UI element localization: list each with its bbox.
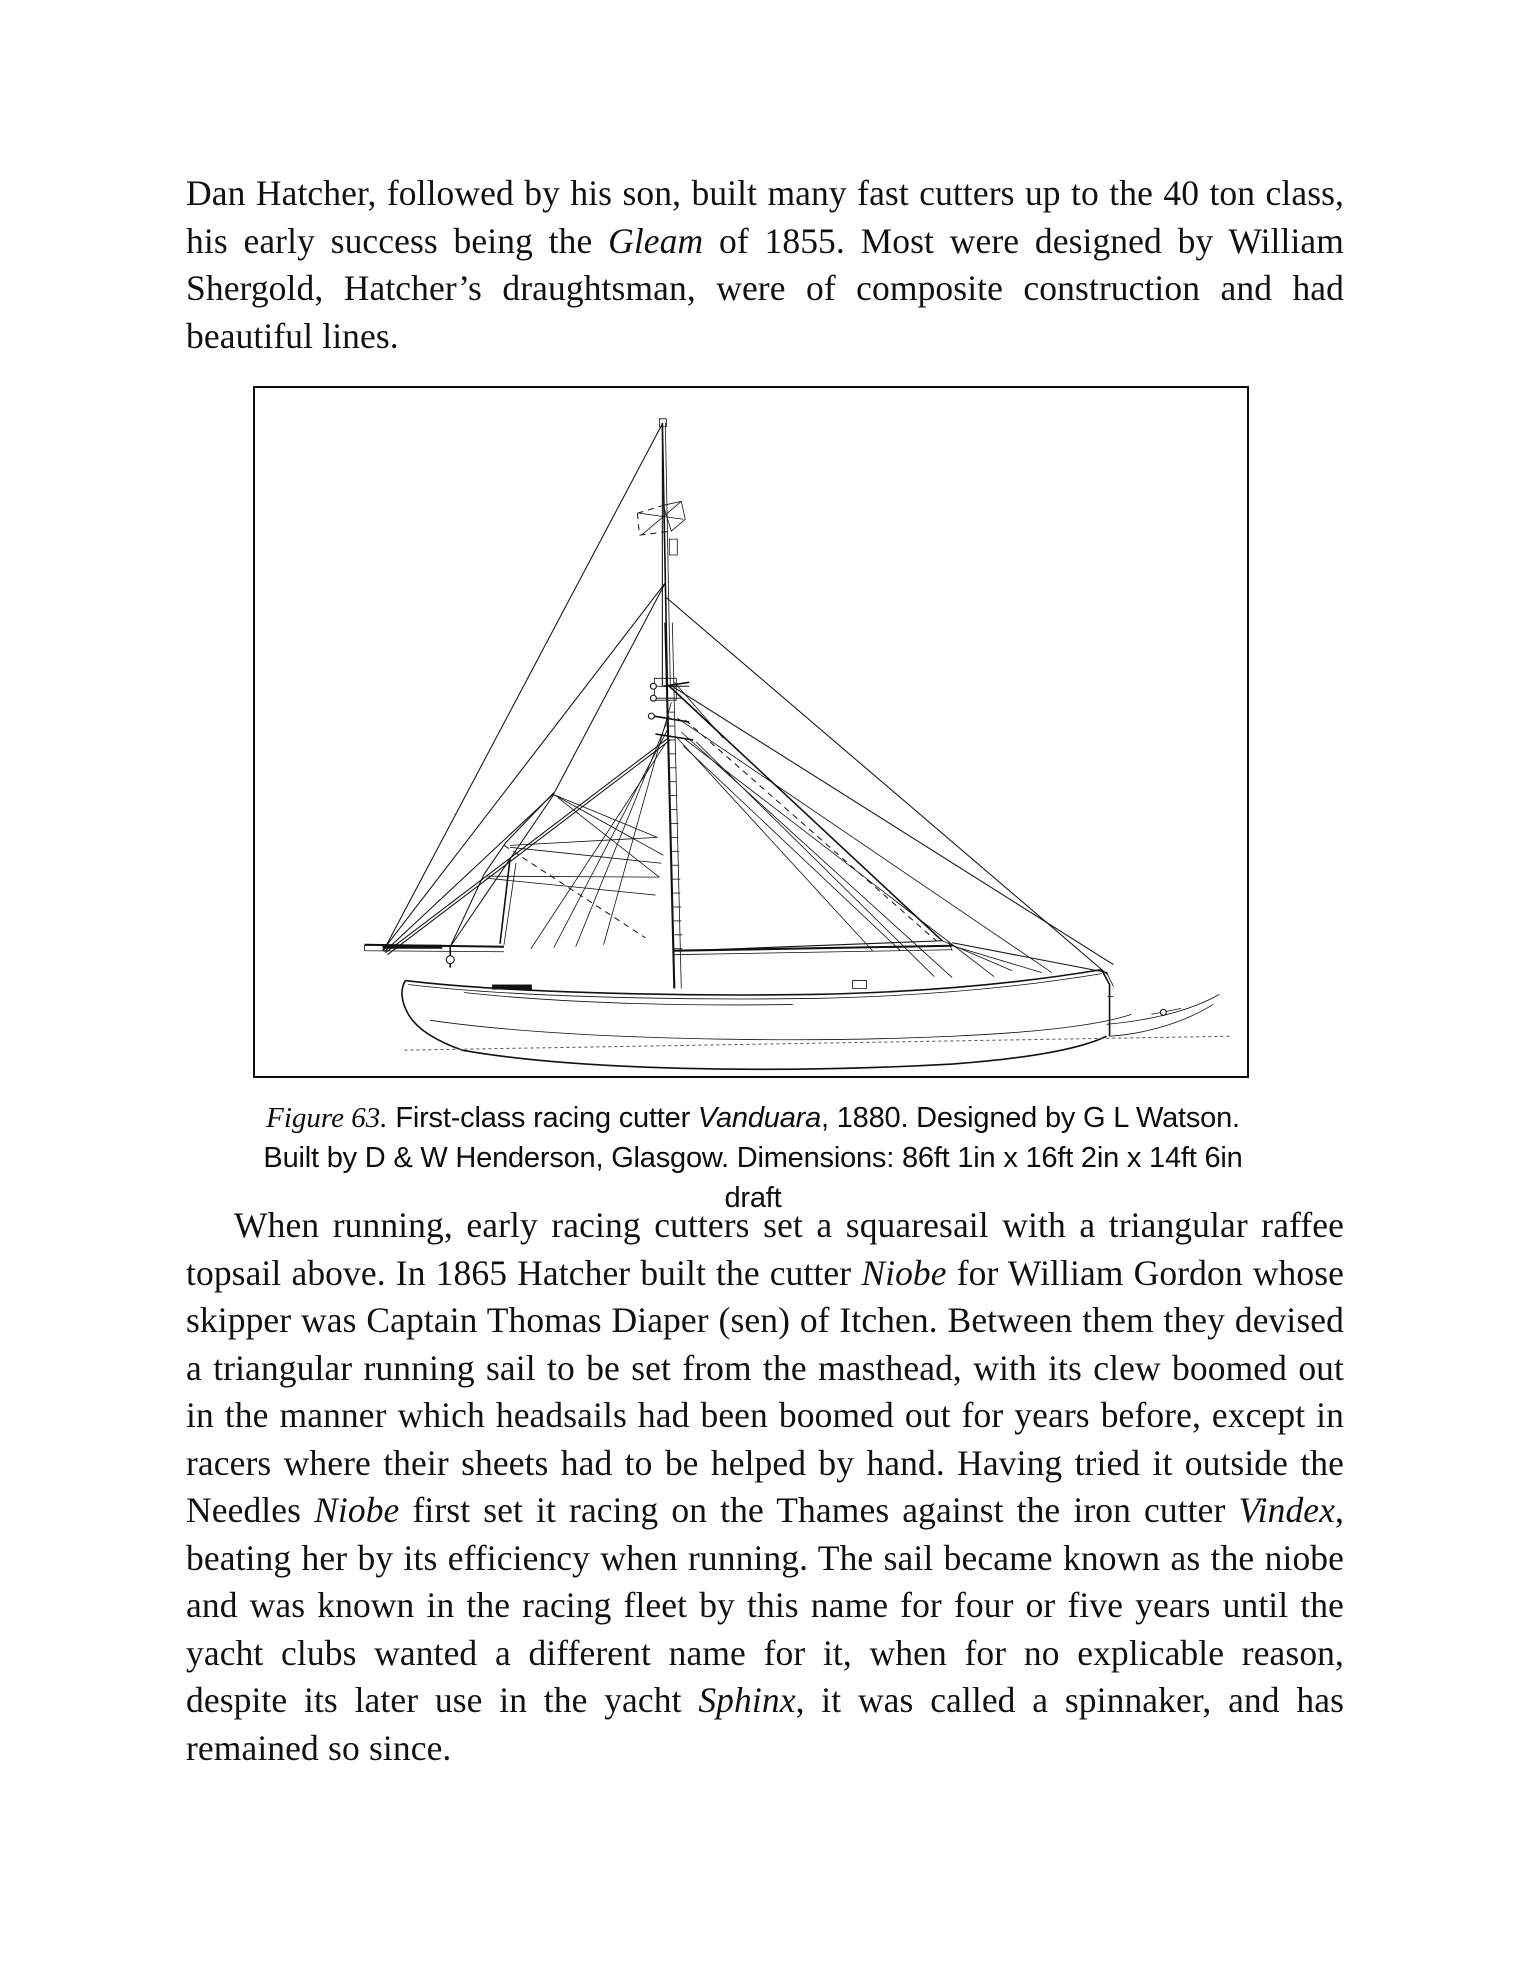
text-run: of 1855. Most were designed by William Shergold, Hatcher’s draughtsman, were of composite construction and had beautiful lines. — [186, 220, 1344, 356]
jib-sail — [382, 583, 665, 952]
foresail — [450, 793, 663, 947]
paragraph-body-block — [186, 1202, 1344, 1772]
boom-sheets — [677, 738, 934, 977]
bowsprit — [365, 945, 504, 968]
hull-profile — [402, 970, 1231, 1070]
text-run-italic: Sphinx — [698, 1680, 796, 1720]
vanduara-sail-plan-drawing — [255, 388, 1247, 1076]
caption-text-1: First-class racing cutter — [387, 1102, 698, 1134]
text-run: , it was called a spinnaker, and has remained so since. — [186, 1680, 1344, 1768]
paragraph-top — [186, 170, 1344, 360]
paragraph-top-block — [186, 170, 1344, 360]
rigging-shrouds — [531, 702, 671, 949]
forestay — [383, 424, 662, 951]
text-run: , beating her by its efficiency when running. The sail became known as the niobe and was known in the racing fleet by this name for four or five years until the yacht clubs wanted a different name for it, when for no explicable reason, despite its later use in the yacht — [186, 1490, 1344, 1720]
figure-number: Figure 63. — [266, 1102, 388, 1134]
text-run: When running, early racing cutters set a squaresail with a triangular raffee topsail above. In 1865 Hatcher built the cutter — [186, 1205, 1344, 1293]
rigging-backstays — [665, 597, 1113, 978]
text-run: Dan Hatcher, followed by his son, built many fast cutters up to the 40 ton class, his early success being the — [186, 173, 1344, 261]
paragraph-body — [186, 1202, 1344, 1772]
bowsprit-rigging — [385, 738, 670, 955]
caption-ship-name: Vanduara — [697, 1102, 822, 1134]
text-run-italic: Gleam — [608, 220, 704, 261]
text-run-italic: Niobe — [861, 1252, 947, 1293]
caption-text-2: , 1880. Designed by G L Watson. Built by D & W Henderson, Glasgow. Dimensions: 86ft 1in x 16ft 2in x 14ft 6in draft — [263, 1102, 1243, 1214]
figure-63-block — [253, 386, 1253, 1218]
masthead-flag — [637, 501, 685, 535]
mainsail — [669, 686, 942, 950]
text-run-italic: Vindex — [1238, 1490, 1336, 1530]
figure-caption — [253, 1098, 1253, 1218]
figure-frame — [253, 386, 1249, 1078]
text-run-italic: Niobe — [314, 1490, 400, 1530]
text-run: for William Gordon whose skipper was Captain Thomas Diaper (sen) of Itchen. Between them they devised a triangular running sail to be set from the masthead, with its clew boomed out in the manner which headsails had been boomed out for years before, except in racers where their sheets had to be helped by hand. Having tried it outside the Needles — [186, 1252, 1344, 1530]
text-run: first set it racing on the Thames against the iron cutter — [399, 1490, 1239, 1530]
